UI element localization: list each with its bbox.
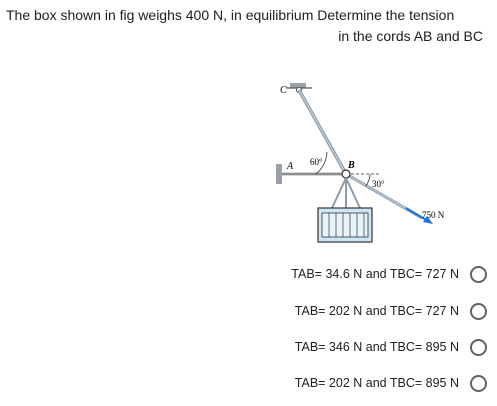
wall-support <box>276 164 282 184</box>
option-row-1[interactable] <box>291 263 487 285</box>
label-a: A <box>287 161 294 172</box>
label-c: C <box>280 85 287 96</box>
question-text-line1: The box shown in fig weighs 400 N, in equilibrium Determine the tension <box>6 7 455 23</box>
option-label-4: TAB= 202 N and TBC= 895 N <box>294 376 459 390</box>
statics-diagram <box>272 82 452 252</box>
question-text-line2: in the cords AB and BC <box>338 28 483 44</box>
option-row-4[interactable] <box>295 372 487 394</box>
option-radio-4[interactable] <box>470 375 487 392</box>
option-row-2[interactable] <box>295 300 487 322</box>
angle-30-label: 30° <box>372 179 385 189</box>
option-radio-2[interactable] <box>470 303 487 320</box>
option-label-1: TAB= 34.6 N and TBC= 727 N <box>291 267 459 281</box>
option-label-3: TAB= 346 N and TBC= 895 N <box>294 340 459 354</box>
option-row-3[interactable] <box>295 336 487 358</box>
angle-60-label: 60° <box>310 157 323 167</box>
option-label-2: TAB= 202 N and TBC= 727 N <box>294 304 459 318</box>
force-label: 750 N <box>422 210 445 220</box>
label-b: B <box>348 160 355 171</box>
sling-left <box>332 178 346 208</box>
statics-figure <box>272 82 452 252</box>
option-radio-3[interactable] <box>470 339 487 356</box>
ring-b <box>342 170 350 178</box>
option-radio-1[interactable] <box>470 266 487 283</box>
